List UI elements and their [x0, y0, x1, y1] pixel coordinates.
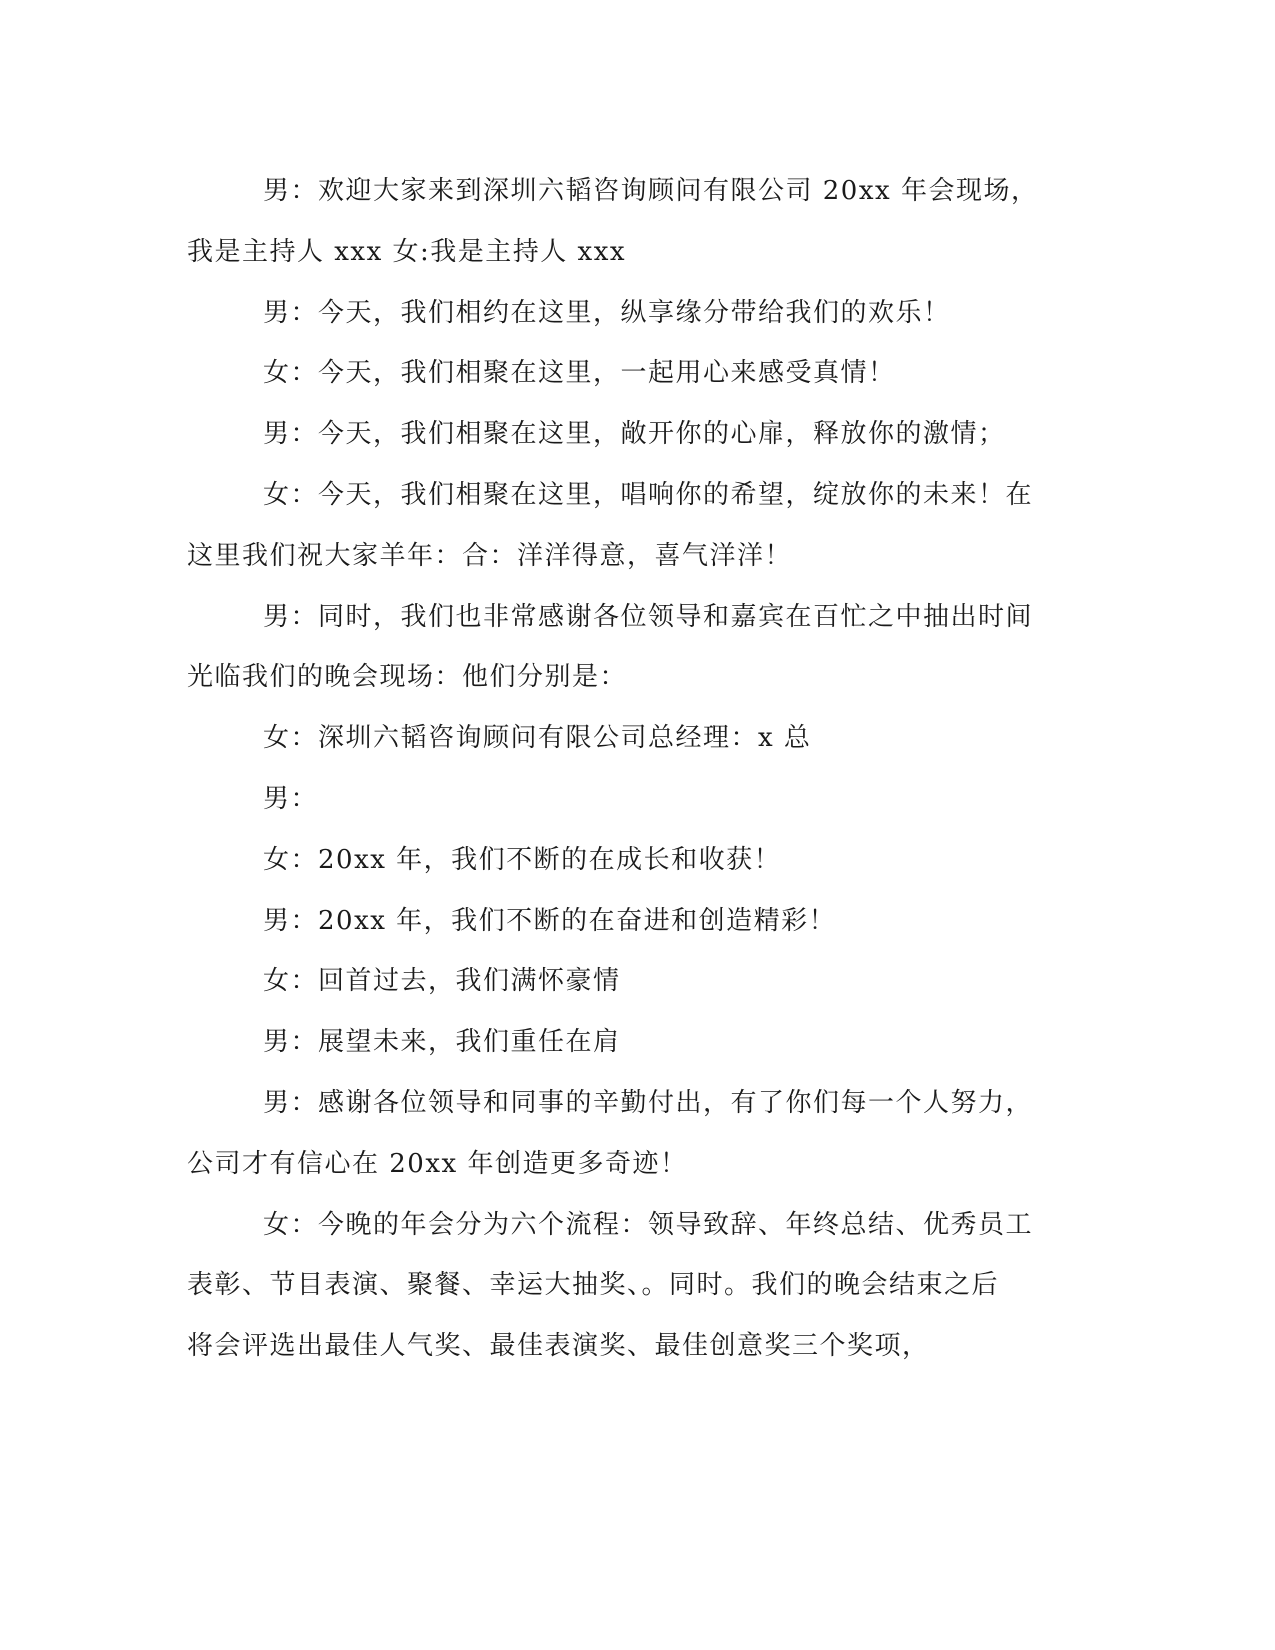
- script-paragraph: [187, 283, 1067, 344]
- paragraph-line: 女：今晚的年会分为六个流程：领导致辞、年终总结、优秀员工: [263, 1209, 1034, 1240]
- paragraph-line: 男：展望未来，我们重任在肩: [263, 1027, 621, 1058]
- paragraph-line: 男：欢迎大家来到深圳六韬咨询顾问有限公司 20xx 年会现场，: [263, 176, 1039, 206]
- paragraph-line: 男：同时，我们也非常感谢各位领导和嘉宾在百忙之中抽出时间: [263, 601, 1034, 632]
- paragraph-line: 这里我们祝大家羊年：合：洋洋得意，喜气洋洋！: [187, 540, 793, 571]
- script-paragraph: [187, 951, 1067, 1012]
- script-paragraph: [187, 1012, 1067, 1073]
- paragraph-line: 男：: [263, 783, 319, 814]
- script-paragraph: [187, 891, 1067, 952]
- document-body: [187, 161, 1067, 1377]
- script-paragraph: [187, 708, 1067, 769]
- script-paragraph: [187, 465, 1067, 587]
- paragraph-line: 表彰、节目表演、聚餐、幸运大抽奖、。同时。我们的晚会结束之后: [187, 1270, 1000, 1301]
- script-paragraph: [187, 404, 1067, 465]
- paragraph-line: 公司才有信心在 20xx 年创造更多奇迹！: [187, 1148, 688, 1179]
- paragraph-line: 我是主持人 xxx 女:我是主持人 xxx: [187, 236, 627, 267]
- paragraph-line: 男：感谢各位领导和同事的辛勤付出，有了你们每一个人努力，: [263, 1087, 1034, 1118]
- script-paragraph: [187, 830, 1067, 891]
- paragraph-line: 女：深圳六韬咨询顾问有限公司总经理：x 总: [263, 723, 812, 754]
- paragraph-line: 女：回首过去，我们满怀豪情: [263, 966, 621, 997]
- paragraph-line: 男：今天，我们相约在这里，纵享缘分带给我们的欢乐！: [263, 297, 951, 328]
- paragraph-line: 女：今天，我们相聚在这里，唱响你的希望，绽放你的未来！在: [263, 479, 1034, 510]
- paragraph-line: 将会评选出最佳人气奖、最佳表演奖、最佳创意奖三个奖项，: [187, 1331, 930, 1362]
- script-paragraph: [187, 1195, 1067, 1377]
- script-paragraph: [187, 161, 1067, 283]
- script-paragraph: [187, 343, 1067, 404]
- paragraph-line: 光临我们的晚会现场：他们分别是：: [187, 662, 628, 693]
- paragraph-line: 女：今天，我们相聚在这里，一起用心来感受真情！: [263, 358, 896, 389]
- paragraph-line: 女：20xx 年，我们不断的在成长和收获！: [263, 844, 782, 875]
- script-paragraph: [187, 1073, 1067, 1195]
- paragraph-line: 男：今天，我们相聚在这里，敞开你的心扉，释放你的激情；: [263, 419, 1006, 450]
- paragraph-line: 男：20xx 年，我们不断的在奋进和创造精彩！: [263, 905, 837, 936]
- script-paragraph: [187, 587, 1067, 709]
- script-paragraph: [187, 769, 1067, 830]
